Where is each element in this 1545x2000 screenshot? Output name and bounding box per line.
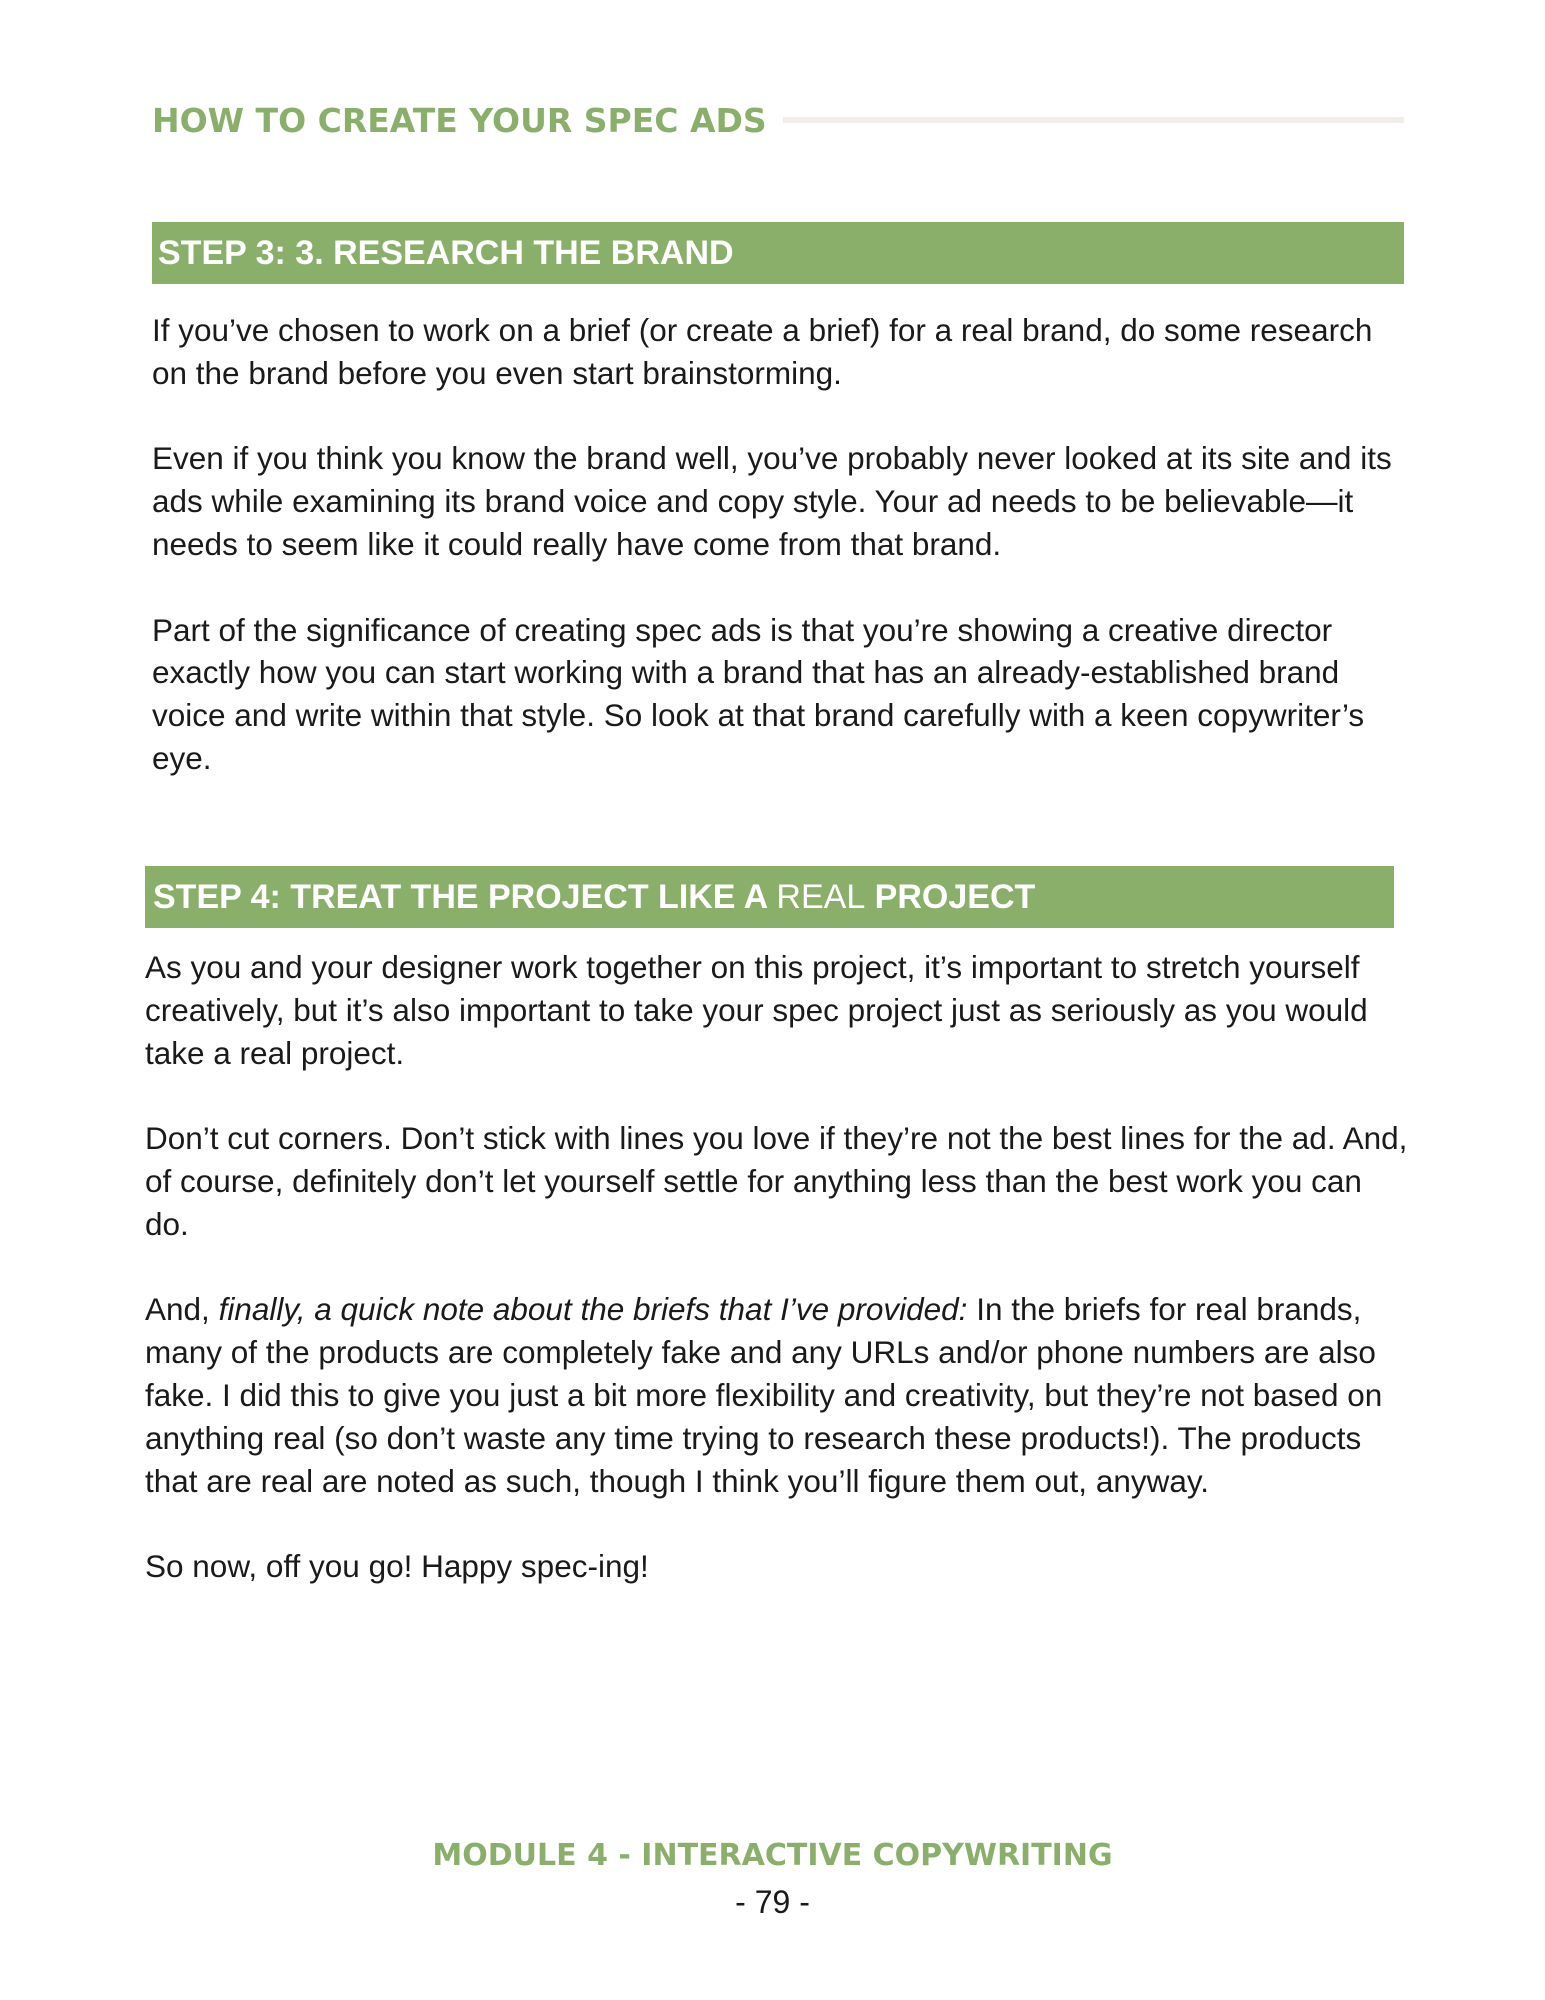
step4-heading-real: REAL — [776, 877, 866, 916]
step4-note-paragraph — [145, 1288, 1410, 1502]
step3-paragraph-1: If you’ve chosen to work on a brief (or create a brief) for a real brand, do some research on the brand before you even start brainstorming. — [152, 312, 1373, 391]
step4-heading-part1: STEP 4: TREAT THE PROJECT LIKE A — [153, 877, 777, 916]
step4-paragraph-2: Don’t cut corners. Don’t stick with lines you love if they’re not the best lines for the ad. And, of course, definitely don’t let yourself settle for anything less than the best work you can do. — [145, 1120, 1408, 1242]
running-header-title: HOW TO CREATE YOUR SPEC ADS — [152, 100, 767, 140]
step4-closing: So now, off you go! Happy spec-ing! — [145, 1548, 649, 1585]
step4-paragraph-1: As you and your designer work together on this project, it’s important to stretch yourself creatively, but it’s also important to take your spec project just as seriously as you would take a real project. — [145, 949, 1368, 1071]
note-rest: In the briefs for real brands, many of the products are completely fake and any URLs and/or phone numbers are also fake. I did this to give you just a bit more flexibility and creativity, but they’re not based on anything real (so don’t waste any time trying to research these products!). The products that are real are noted as such, though I think you’ll figure them out, anyway. — [145, 1291, 1383, 1499]
step3-paragraph-2: Even if you think you know the brand well, you’ve probably never looked at its site and its ads while examining its brand voice and copy style. Your ad needs to be believable—it needs to seem like it could really have come from that brand. — [152, 440, 1392, 562]
step3-body — [152, 309, 1412, 780]
footer-module-title: MODULE 4 - INTERACTIVE COPYWRITING — [432, 1838, 1113, 1873]
note-intro: And, — [145, 1291, 219, 1328]
note-italic: finally, a quick note about the briefs that I’ve provided: — [218, 1291, 968, 1328]
step4-heading-bar — [145, 866, 1394, 928]
step3-heading: STEP 3: 3. RESEARCH THE BRAND — [158, 233, 734, 272]
page-number: - 79 - — [735, 1884, 810, 1920]
running-header — [152, 98, 1404, 142]
step3-heading-bar — [152, 222, 1404, 284]
step4-body — [145, 946, 1410, 1588]
header-rule — [783, 117, 1404, 123]
step4-heading-part3: PROJECT — [865, 877, 1036, 916]
step3-paragraph-3: Part of the significance of creating spec ads is that you’re showing a creative director exactly how you can start working with a brand that has an already-established brand voice and write within that style. So look at that brand carefully with a keen copywriter’s eye. — [152, 611, 1365, 776]
